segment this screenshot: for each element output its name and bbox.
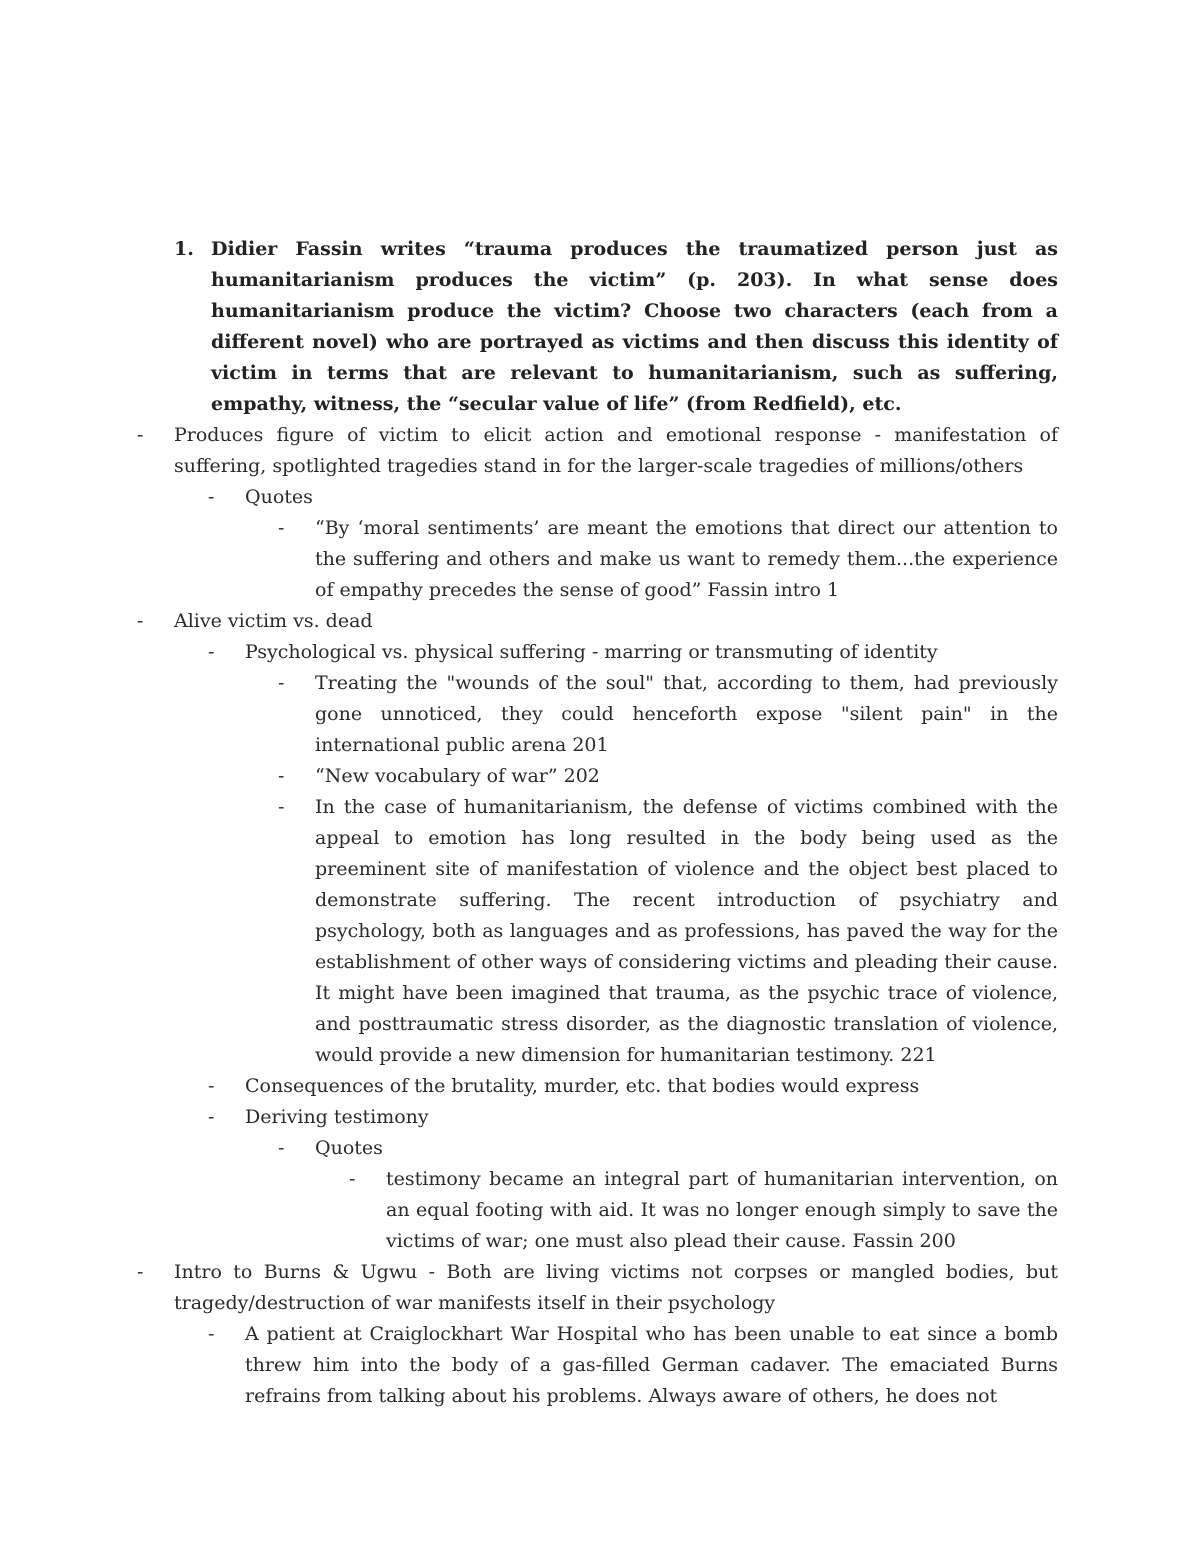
- list-item-text: Quotes: [245, 486, 313, 508]
- bullet-dash: -: [208, 641, 215, 663]
- list-item-text: Treating the "wounds of the soul" that, according to them, had previously gone unnoticed, they could henceforth expose "silent pain" in the international public arena 201: [315, 672, 1058, 756]
- list-item: [278, 668, 1058, 761]
- notes-list: [137, 420, 1058, 1412]
- bullet-dash: -: [278, 796, 285, 818]
- list-item: [278, 761, 1058, 792]
- bullet-dash: -: [278, 765, 285, 787]
- list-item: [208, 482, 1058, 513]
- bullet-dash: -: [137, 610, 144, 632]
- list-item: [208, 1071, 1058, 1102]
- question-text: Didier Fassin writes “trauma produces the traumatized person just as humanitarianism produces the victim” (p. 203). In what sense does humanitarianism produce the victim? Choose two characters (each from a different novel) who are portrayed as victims and then discuss this identity of victim in terms that are relevant to humanitarianism, such as suffering, empathy, witness, the “secular value of life” (from Redfield), etc.: [211, 238, 1058, 415]
- bullet-dash: -: [137, 1261, 144, 1283]
- list-item: [208, 1319, 1058, 1412]
- bullet-dash: -: [278, 672, 285, 694]
- question-block: [137, 234, 1058, 1412]
- list-item-text: Quotes: [315, 1137, 383, 1159]
- list-item: [278, 513, 1058, 606]
- list-item: [137, 1257, 1058, 1319]
- list-item-text: In the case of humanitarianism, the defense of victims combined with the appeal to emotion has long resulted in the body being used as the preeminent site of manifestation of violence and the object best placed to demonstrate suffering. The recent introduction of psychiatry and psychology, both as languages and as professions, has paved the way for the establishment of other ways of considering victims and pleading their cause. It might have been imagined that trauma, as the psychic trace of violence, and posttraumatic stress disorder, as the diagnostic translation of violence, would provide a new dimension for humanitarian testimony. 221: [315, 796, 1058, 1066]
- list-item-text: A patient at Craiglockhart War Hospital who has been unable to eat since a bomb threw him into the body of a gas-filled German cadaver. The emaciated Burns refrains from talking about his problems. Always aware of others, he does not: [245, 1323, 1058, 1407]
- list-item-text: Psychological vs. physical suffering - marring or transmuting of identity: [245, 641, 938, 663]
- question-number: 1.: [174, 238, 194, 260]
- list-item-text: “By ‘moral sentiments’ are meant the emotions that direct our attention to the suffering and others and make us want to remedy them...the experience of empathy precedes the sense of good” Fassin intro 1: [315, 517, 1058, 601]
- list-item: [349, 1164, 1058, 1257]
- bullet-dash: -: [208, 1075, 215, 1097]
- list-item-text: Produces figure of victim to elicit action and emotional response - manifestation of suffering, spotlighted tragedies stand in for the larger-scale tragedies of millions/others: [174, 424, 1058, 477]
- list-item: [278, 1133, 1058, 1164]
- list-item-text: testimony became an integral part of humanitarian intervention, on an equal footing with aid. It was no longer enough simply to save the victims of war; one must also plead their cause. Fassin 200: [386, 1168, 1058, 1252]
- list-item: [278, 792, 1058, 1071]
- list-item: [137, 420, 1058, 482]
- list-item-text: Deriving testimony: [245, 1106, 429, 1128]
- bullet-dash: -: [278, 1137, 285, 1159]
- bullet-dash: -: [208, 486, 215, 508]
- list-item-text: Consequences of the brutality, murder, etc. that bodies would express: [245, 1075, 920, 1097]
- bullet-dash: -: [137, 424, 144, 446]
- list-item: [208, 1102, 1058, 1133]
- list-item: [208, 637, 1058, 668]
- bullet-dash: -: [278, 517, 285, 539]
- list-item-text: “New vocabulary of war” 202: [315, 765, 600, 787]
- bullet-dash: -: [349, 1168, 356, 1190]
- list-item-text: Alive victim vs. dead: [174, 610, 373, 632]
- bullet-dash: -: [208, 1323, 215, 1345]
- list-item-text: Intro to Burns & Ugwu - Both are living victims not corpses or mangled bodies, but tragedy/destruction of war manifests itself in their psychology: [174, 1261, 1058, 1314]
- list-item: [137, 606, 1058, 637]
- bullet-dash: -: [208, 1106, 215, 1128]
